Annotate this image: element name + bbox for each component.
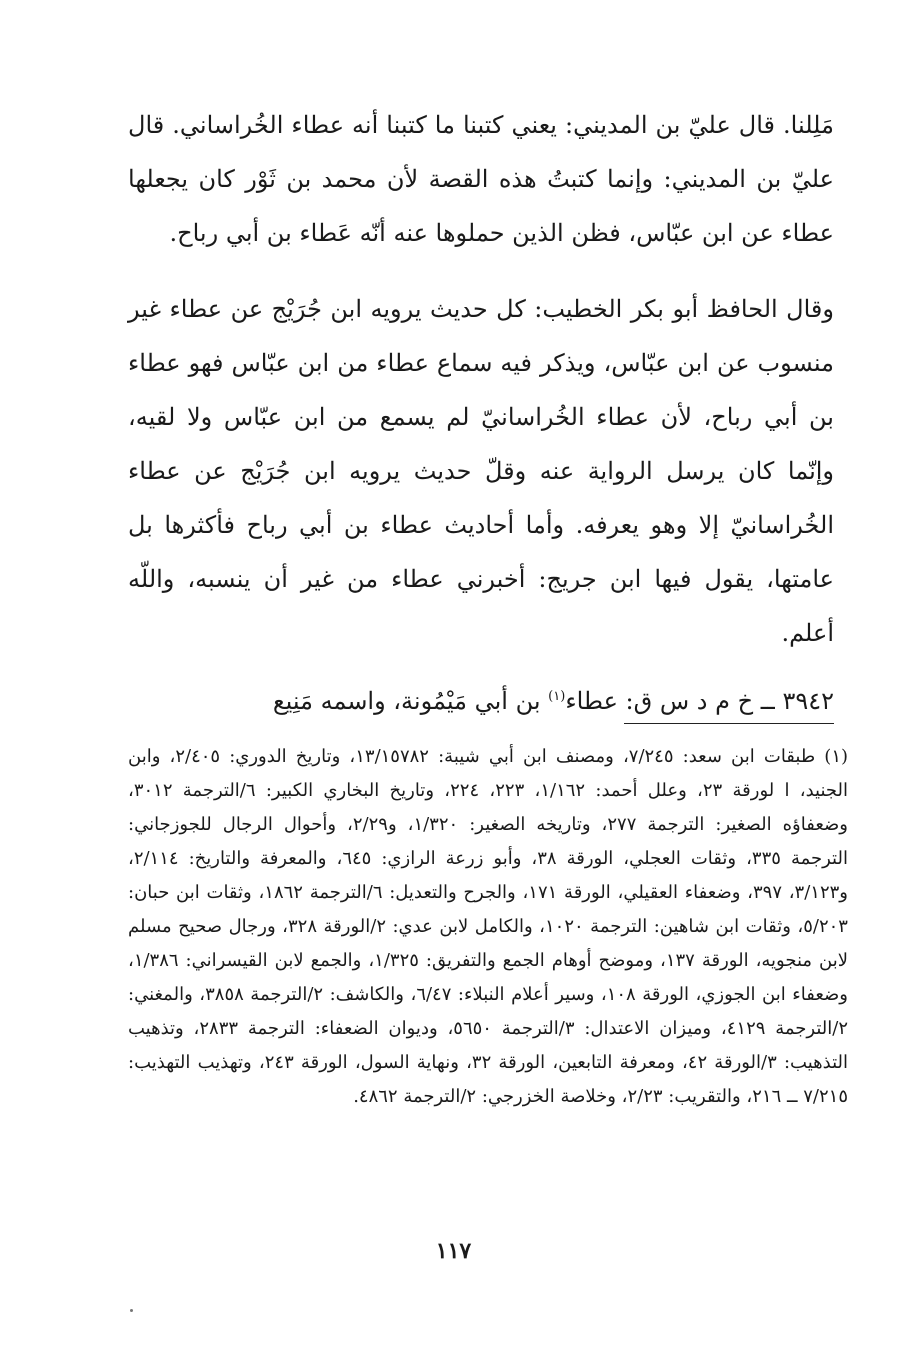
paragraph-ibn-madini: مَلِلنا. قال عليّ بن المديني: يعني كتبنا ما كتبنا أنه عطاء الخُراساني. قال عليّ بن المديني: وإنما كتبتُ هذه القصة لأن محمد بن ثَوْر كان يجعلها عطاء عن ابن عبّاس، فظن الذين حملوها عنه أنّه عَطاء بن أبي رباح.	[128, 111, 834, 247]
entry-number-and-codes: ٣٩٤٢ ــ خ م د س ق: عطاء	[565, 687, 834, 715]
scan-speck	[130, 1309, 133, 1312]
footnote-1: (١) طبقات ابن سعد: ٧/٢٤٥، ومصنف ابن أبي شيبة: ١٣/١٥٧٨٢، وتاريخ الدوري: ٢/٤٠٥، وابن الجنيد، ا لورقة ٢٣، وعلل أحمد: ١/١٦٢، ٢٢٣، ٢٢٤، وتاريخ البخاري الكبير: ٦/الترجمة ٣٠١٢، وضعفاؤه الصغير: الترجمة ٢٧٧، وتاريخه الصغير: ١/٣٢٠، و٢/٢٩، وأحوال الرجال للجوزجاني: الترجمة ٣٣٥، وثقات العجلي، الورقة ٣٨، وأبو زرعة الرازي: ٦٤٥، والمعرفة والتاريخ: ٢/١١٤، و٣/١٢٣، ٣٩٧، وضعفاء العقيلي، الورقة ١٧١، والجرح والتعديل: ٦/الترجمة ١٨٦٢، وثقات ابن حبان: ٥/٢٠٣، وثقات ابن شاهين: الترجمة ١٠٢٠، والكامل لابن عدي: ٢/الورقة ٣٢٨، ورجال صحيح مسلم لابن منجويه، الورقة ١٣٧، وموضح أوهام الجمع والتفريق: ١/٣٢٥، والجمع لابن القيسراني: ١/٣٨٦، وضعفاء ابن الجوزي، الورقة ١٠٨، وسير أعلام النبلاء: ٦/٤٧، والكاشف: ٢/الترجمة ٣٨٥٨، والمغني: ٢/الترجمة ٤١٢٩، وميزان الاعتدال: ٣/الترجمة ٥٦٥٠، وديوان الضعفاء: الترجمة ٢٨٣٣، وتذهيب التذهيب: ٣/الورقة ٤٢، ومعرفة التابعين، الورقة ٣٢، ونهاية السول، الورقة ٢٤٣، وتهذيب التهذيب: ٧/٢١٥ ــ ٢١٦، والتقريب: ٢/٢٣، وخلاصة الخزرجي: ٢/الترجمة ٤٨٦٢.	[128, 746, 849, 1107]
entry-name-rest: بن أبي مَيْمُونة، واسمه مَنِيع	[272, 687, 549, 715]
biography-entry-heading	[128, 674, 834, 728]
paragraph-khatib: وقال الحافظ أبو بكر الخطيب: كل حديث يرويه ابن جُرَيْج عن عطاء غير منسوب عن ابن عبّاس، ويذكر فيه سماع عطاء من ابن عبّاس فهو عطاء بن أبي رباح، لأن عطاء الخُراسانيّ لم يسمع من ابن عبّاس ولا لقيه، وإنّما كان يرسل الرواية عنه وقلّ حديث يرويه ابن جُرَيْج عن عطاء الخُراسانيّ إلا وهو يعرفه. وأما أحاديث عطاء بن أبي رباح فأكثرها بل عامتها، يقول فيها ابن جريج: أخبرني عطاء من غير أن ينسبه، واللّه أعلم.	[128, 295, 835, 647]
footnotes	[128, 740, 848, 1114]
footnote-reference: (١)	[548, 689, 566, 704]
page-number: ١١٧	[435, 1238, 472, 1264]
main-text	[128, 98, 834, 728]
footnote-separator	[624, 723, 834, 724]
